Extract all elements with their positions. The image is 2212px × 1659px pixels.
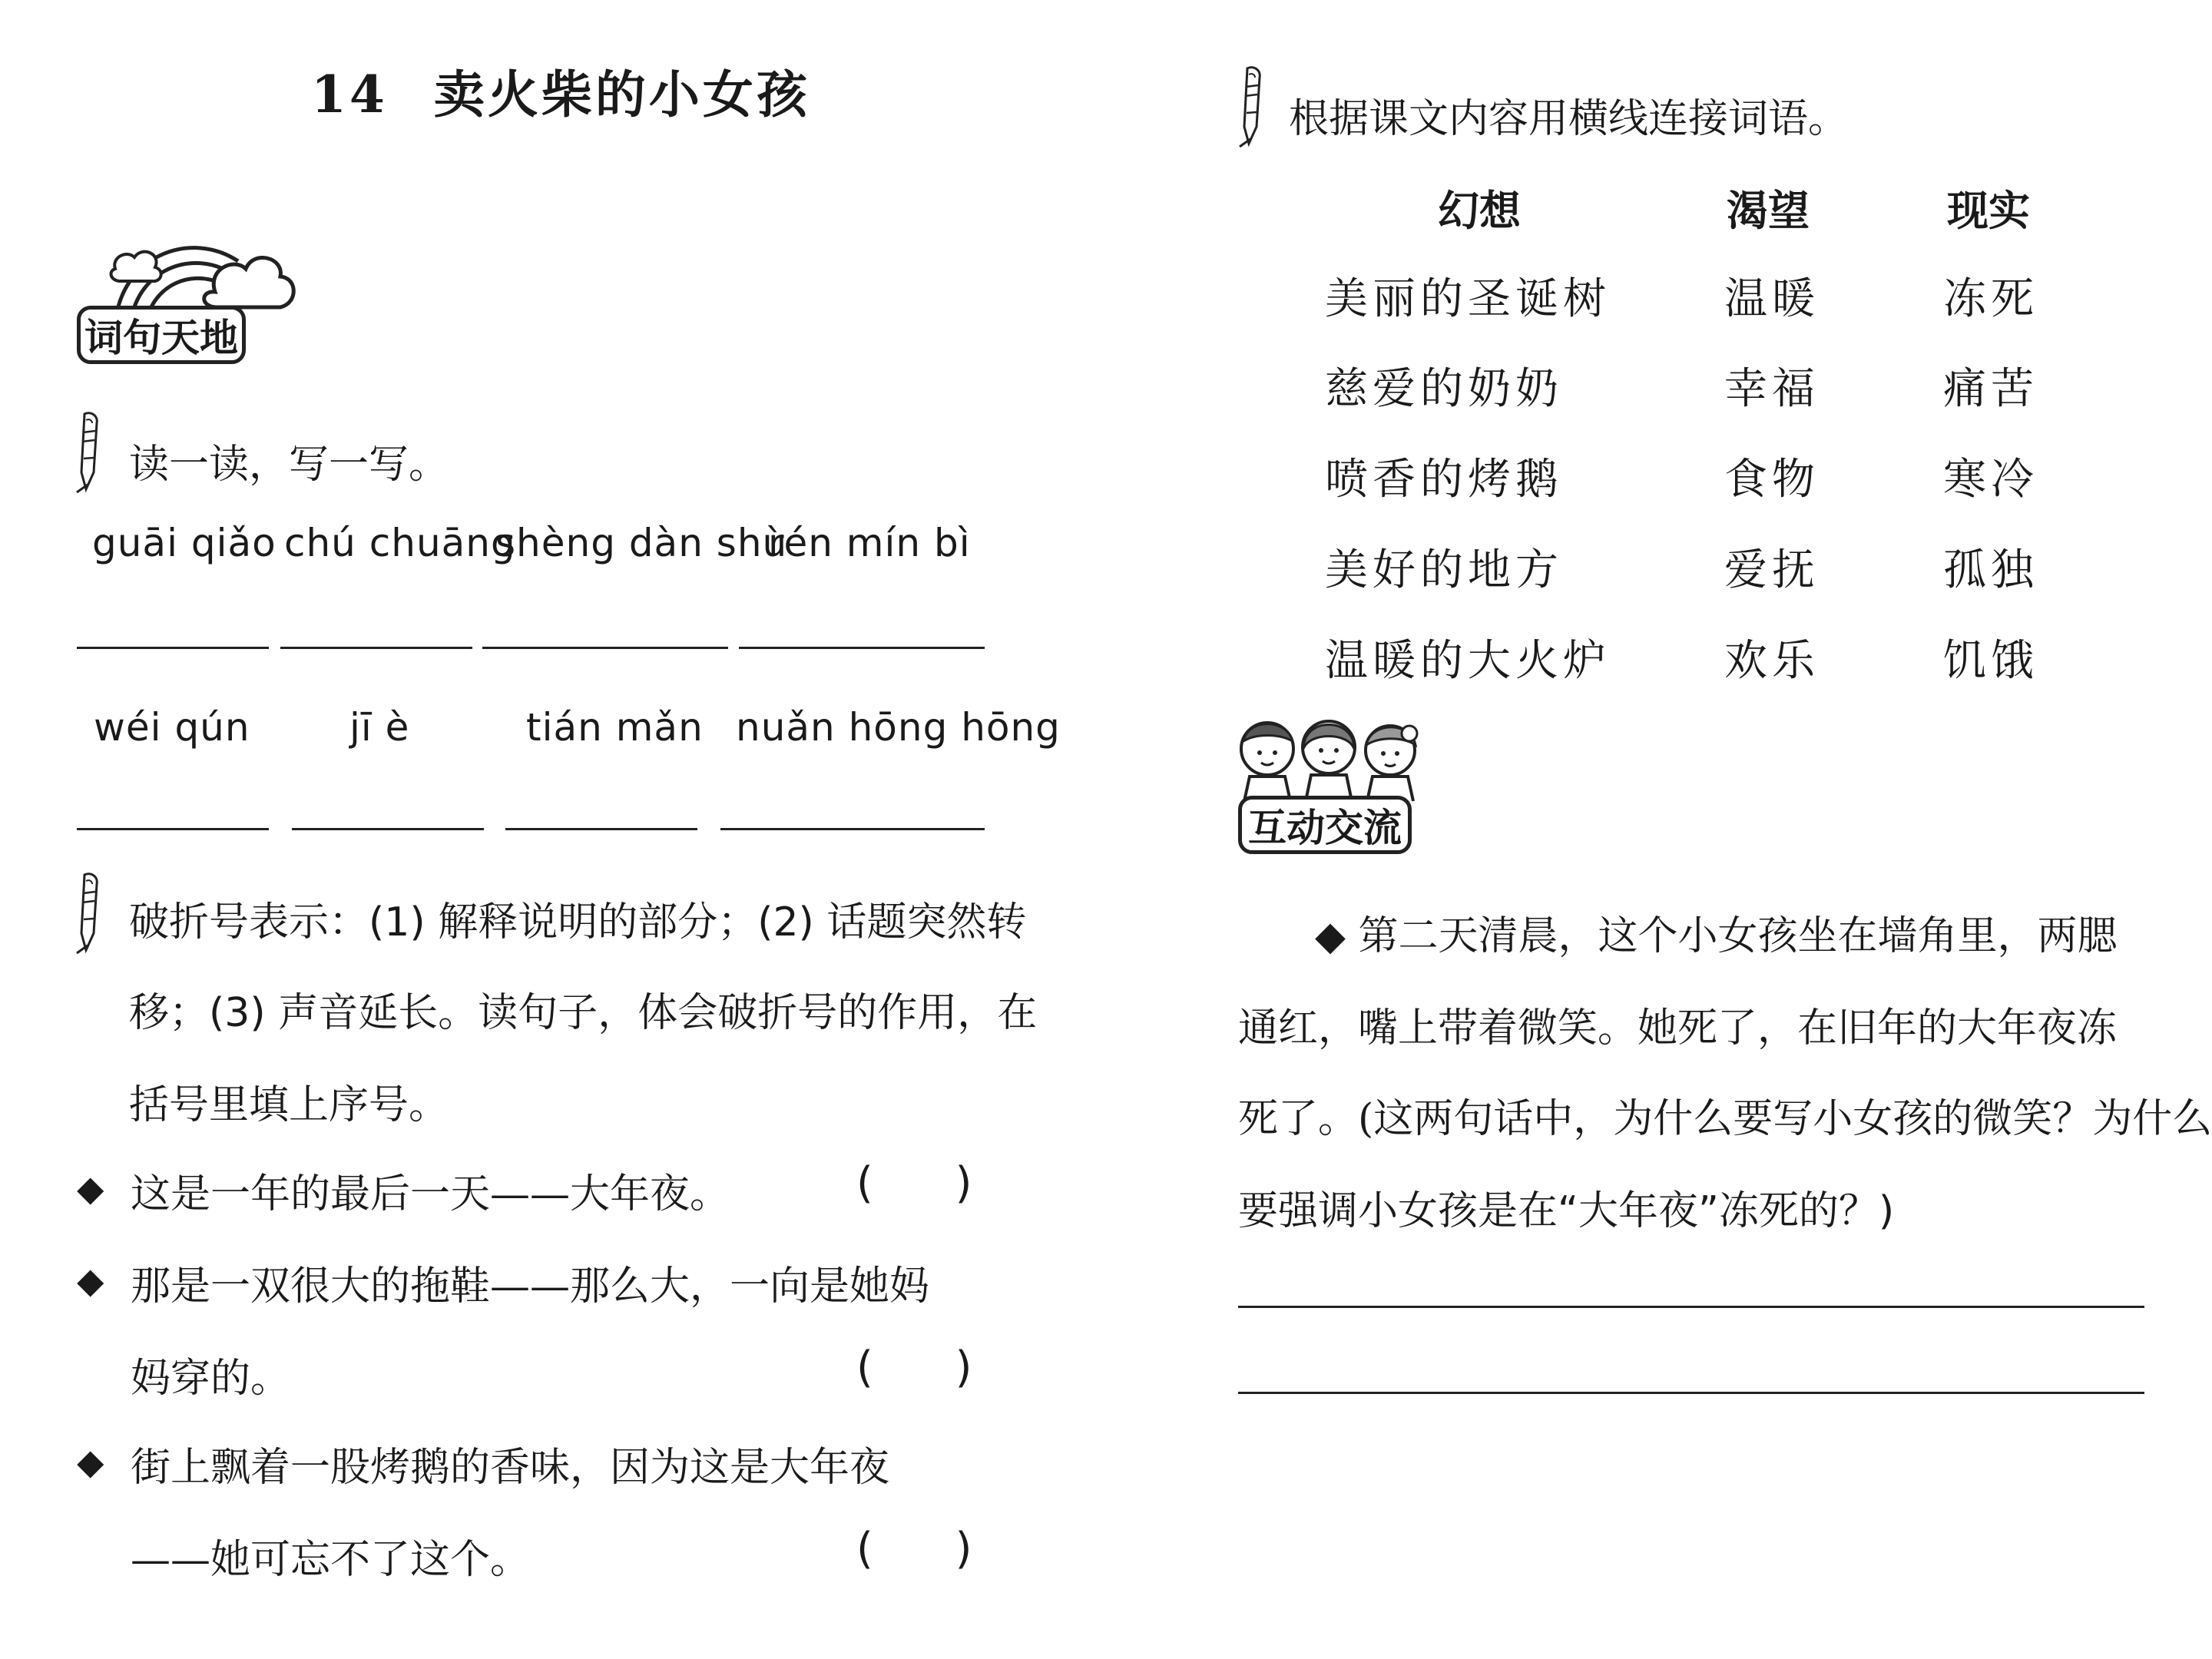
- lesson-title: 卖火柴的小女孩: [433, 65, 810, 124]
- sentence-3-line2: ——她可忘不了这个。: [131, 1537, 531, 1583]
- exchange-line: ◆ 第二天清晨，这个小女孩坐在墙角里，两腮: [1315, 913, 2118, 959]
- word-longing[interactable]: 幸福: [1724, 364, 1820, 414]
- word-longing[interactable]: 欢乐: [1724, 636, 1820, 686]
- answer-paren[interactable]: ( ): [856, 1158, 972, 1208]
- exercise3-instruction: 根据课文内容用横线连接词语。: [1289, 96, 1849, 142]
- column-header-longing: 渴望: [1727, 187, 1810, 235]
- word-longing[interactable]: 食物: [1724, 455, 1820, 505]
- pencil-icon: [74, 411, 104, 495]
- answer-line[interactable]: [1238, 1306, 2144, 1308]
- answer-line[interactable]: [292, 828, 484, 830]
- page-title: [311, 54, 810, 127]
- answer-line[interactable]: [77, 647, 269, 649]
- answer-line[interactable]: [77, 828, 269, 830]
- column-header-reality: 现实: [1947, 187, 2030, 235]
- exchange-line: 通红，嘴上带着微笑。她死了，在旧年的大年夜冻: [1238, 1005, 2118, 1051]
- lesson-number: 14: [311, 65, 388, 124]
- bullet-diamond: ◆: [77, 1441, 104, 1482]
- word-fantasy[interactable]: 慈爱的奶奶: [1325, 364, 1563, 414]
- word-fantasy[interactable]: 温暖的大火炉: [1325, 636, 1611, 686]
- pencil-icon: [1237, 65, 1267, 150]
- pinyin-ji-e: jī è: [349, 705, 410, 750]
- sentence-2-line2: 妈穿的。: [131, 1356, 291, 1402]
- word-reality[interactable]: 痛苦: [1943, 364, 2038, 414]
- pinyin-wei-qun: wéi qún: [94, 705, 250, 750]
- pinyin-chu-chuang: chú chuāng: [284, 521, 516, 565]
- exchange-section-badge: 互动交流: [1238, 796, 1412, 854]
- pinyin-tian-man: tián mǎn: [526, 705, 704, 750]
- answer-line[interactable]: [505, 828, 697, 830]
- answer-line[interactable]: [739, 647, 985, 649]
- sentence-2-line1: 那是一双很大的拖鞋——那么大，一向是她妈: [131, 1263, 930, 1310]
- word-reality[interactable]: 寒冷: [1943, 455, 2038, 505]
- pinyin-sheng-dan-shu: shèng dàn shù: [495, 521, 788, 565]
- pinyin-guai-qiao: guāi qiǎo: [92, 521, 276, 565]
- word-fantasy[interactable]: 美丽的圣诞树: [1325, 274, 1611, 324]
- word-section-badge: 词句天地: [77, 306, 246, 364]
- word-longing[interactable]: 爱抚: [1724, 545, 1820, 595]
- pinyin-nuan-hong-hong: nuǎn hōng hōng: [736, 705, 1061, 750]
- children-icon: [1233, 710, 1425, 803]
- word-longing[interactable]: 温暖: [1724, 274, 1820, 324]
- exercise2-line: 破折号表示：(1) 解释说明的部分；(2) 话题突然转: [129, 899, 1027, 945]
- exercise2-line: 括号里填上序号。: [129, 1082, 449, 1128]
- bullet-diamond: ◆: [77, 1260, 104, 1301]
- answer-line[interactable]: [720, 828, 985, 830]
- exchange-line: 死了。(这两句话中，为什么要写小女孩的微笑？为什么: [1238, 1096, 2212, 1142]
- column-header-fantasy: 幻想: [1438, 187, 1521, 235]
- pinyin-ren-min-bi: rén mín bì: [768, 521, 971, 565]
- exercise2-line: 移；(3) 声音延长。读句子，体会破折号的作用，在: [129, 990, 1038, 1036]
- answer-line[interactable]: [280, 647, 472, 649]
- bullet-diamond: ◆: [77, 1167, 104, 1209]
- exchange-line: 要强调小女孩是在“大年夜”冻死的？): [1238, 1188, 1895, 1234]
- exercise1-instruction: 读一读，写一写。: [129, 442, 449, 488]
- word-reality[interactable]: 饥饿: [1943, 636, 2038, 686]
- answer-line[interactable]: [1238, 1392, 2144, 1394]
- word-fantasy[interactable]: 喷香的烤鹅: [1325, 455, 1563, 505]
- answer-paren[interactable]: ( ): [856, 1343, 972, 1392]
- word-fantasy[interactable]: 美好的地方: [1325, 545, 1563, 595]
- pencil-icon: [74, 872, 104, 956]
- word-reality[interactable]: 孤独: [1943, 545, 2038, 595]
- sentence-1: 这是一年的最后一天——大年夜。: [131, 1171, 730, 1217]
- answer-line[interactable]: [482, 647, 728, 649]
- word-reality[interactable]: 冻死: [1943, 274, 2038, 324]
- answer-paren[interactable]: ( ): [856, 1524, 972, 1574]
- sentence-3-line1: 街上飘着一股烤鹅的香味，因为这是大年夜: [131, 1445, 890, 1491]
